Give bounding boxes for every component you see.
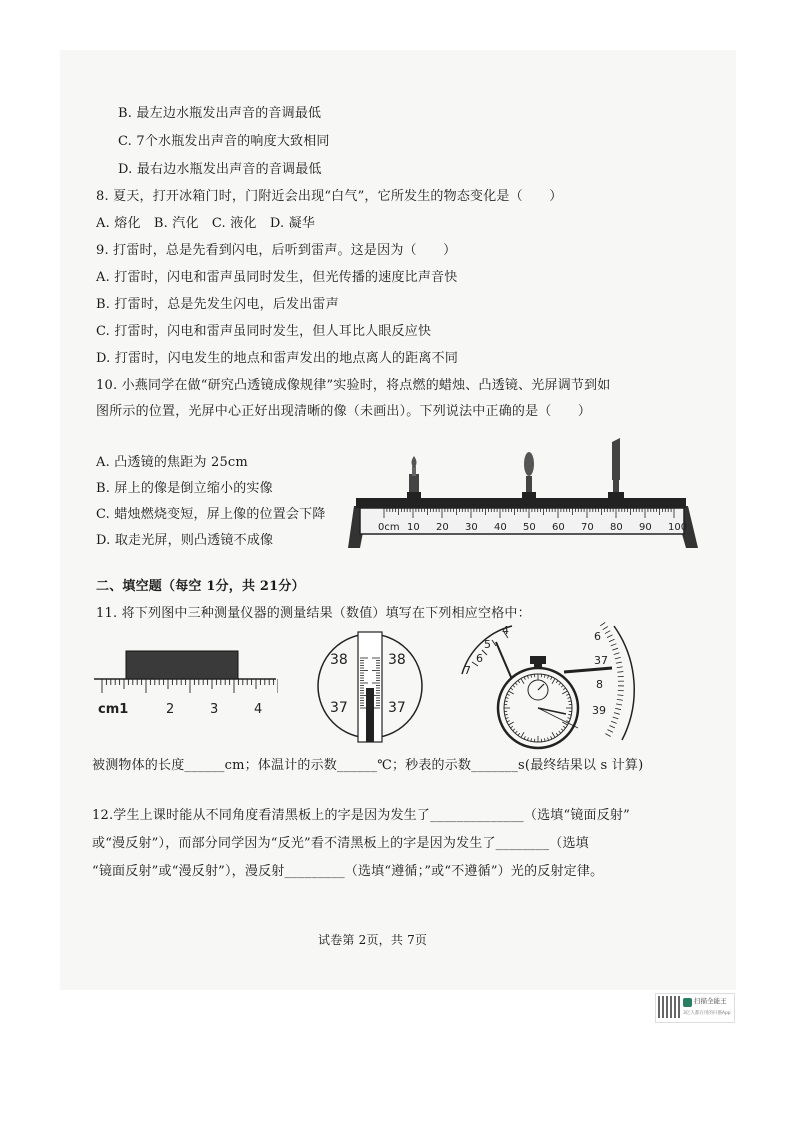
small-dial-label-4: 4 [502,624,509,637]
scanner-logo-icon [683,998,692,1007]
q10-option-a: A. 凸透镜的焦距为 25cm [96,455,248,470]
q10-stem-line2: 图所示的位置，光屏中心正好出现清晰的像（未画出）。下列说法中正确的是（ ） [96,404,592,419]
thermo-label-38-right: 38 [388,652,406,668]
small-dial-label-5: 5 [484,638,491,651]
bench-label: 40 [494,522,507,533]
bench-label: 20 [436,522,449,533]
q9-option-a: A. 打雷时，闪电和雷声虽同时发生，但光传播的速度比声音快 [96,270,458,285]
convex-lens [522,452,536,500]
q12-line3: “镜面反射”或“漫反射”），漫反射_________（选填“遵循；”或“不遵循”）光的反射定律。 [92,864,604,879]
bench-label: 0cm [378,522,400,533]
bench-label: 60 [552,522,565,533]
scanner-badge [655,993,735,1023]
q9-option-b: B. 打雷时，总是先发生闪电，后发出雷声 [96,297,339,312]
bench-label: 30 [465,522,478,533]
stopwatch-figure [456,622,646,750]
q8-options: A. 熔化 B. 汽化 C. 液化 D. 凝华 [96,216,316,231]
badge-sub: 3亿人都在用的扫描App [683,1011,731,1016]
big-dial-label-39: 39 [592,704,606,717]
bench-label: 50 [523,522,536,533]
q12-line2: 或“漫反射”），而部分同学因为“反光”看不清黑板上的字是因为发生了________（选填 [92,836,589,851]
q7-option-d: D. 最右边水瓶发出声音的音调最低 [118,162,322,177]
q11-stem: 11. 将下列图中三种测量仪器的测量结果（数值）填写在下列相应空格中： [96,606,531,621]
thermo-label-37-left: 37 [330,700,348,716]
candle [407,456,421,500]
ruler-scale-labels [98,702,262,717]
thermo-label-37-right: 37 [388,700,406,716]
small-dial-label-6: 6 [476,652,483,665]
q12-line1: 12.学生上课时能从不同角度看清黑板上的字是因为发生了______________（选填“镜面反射” [92,808,630,823]
optical-bench-figure [346,436,718,556]
small-dial-label-7: 7 [464,664,471,677]
big-dial-needle [564,668,612,672]
ruler-label-3: 3 [210,702,219,717]
badge-name: 扫描全能王 [694,997,727,1005]
page-number: 试卷第 2页，共 7页 [318,933,428,947]
light-screen [608,438,624,500]
bench-label: 90 [639,522,652,533]
q10-stem-line1: 10. 小燕同学在做“研究凸透镜成像规律”实验时，将点燃的蜡烛、凸透镜、光屏调节到如 [96,378,611,393]
q9-stem: 9. 打雷时，总是先看到闪电，后听到雷声。这是因为（ ） [96,243,457,258]
big-dial-label-37: 37 [594,654,608,667]
section2-title: 二、填空题（每空 1分，共 21分） [96,579,305,594]
ruler-label-1: cm1 [98,702,129,717]
q7-option-b: B. 最左边水瓶发出声音的音调最低 [118,106,322,121]
q9-option-c: C. 打雷时，闪电和雷声虽同时发生，但人耳比人眼反应快 [96,324,432,339]
q10-option-c: C. 蜡烛燃烧变短，屏上像的位置会下降 [96,507,326,522]
q10-option-b: B. 屏上的像是倒立缩小的实像 [96,481,273,496]
q8-stem: 8. 夏天，打开冰箱门时，门附近会出现“白气”，它所发生的物态变化是（ ） [96,189,563,204]
q9-option-d: D. 打雷时，闪电发生的地点和雷声发出的地点离人的距离不同 [96,351,459,366]
qr-code-icon [658,996,680,1018]
q10-option-d: D. 取走光屏，则凸透镜不成像 [96,533,274,548]
big-dial-label-8: 8 [596,678,603,691]
thermo-label-38-left: 38 [330,652,348,668]
bench-label: 100 [668,522,688,533]
bench-label: 80 [610,522,623,533]
bench-label: 70 [581,522,594,533]
thermometer-figure [316,628,424,744]
ruler-label-2: 2 [166,702,175,717]
q7-option-c: C. 7个水瓶发出声音的响度大致相同 [118,134,330,149]
ruler-figure [92,645,278,725]
ruler-label-4: 4 [254,702,263,717]
bench-label: 10 [407,522,420,533]
big-dial-label-6: 6 [594,630,601,643]
q11-answer-line: 被测物体的长度______cm；体温计的示数______℃；秒表的示数_______s(最终结果以 s 计算) [92,758,644,773]
